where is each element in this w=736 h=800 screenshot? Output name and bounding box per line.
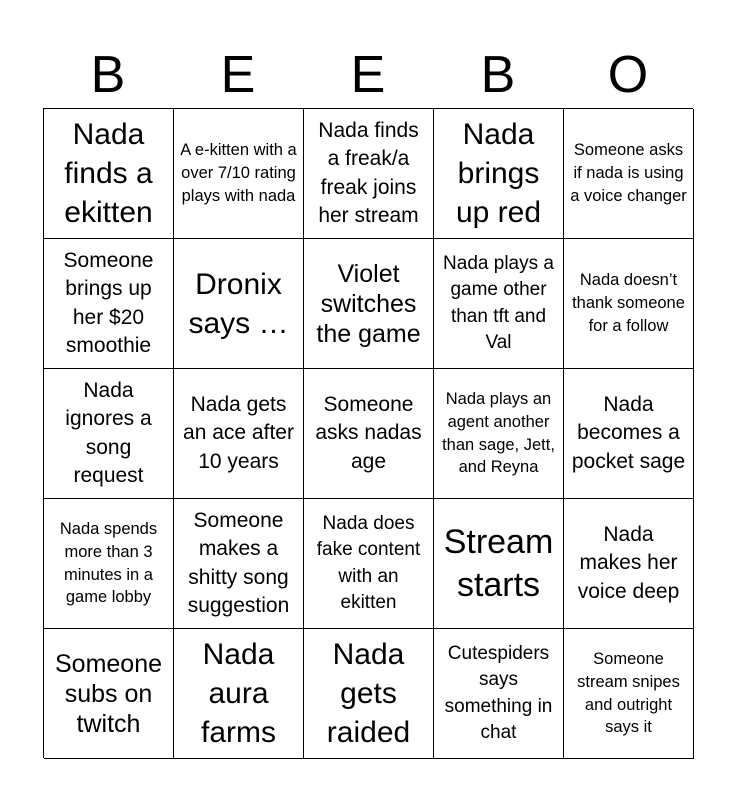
bingo-cell[interactable]: Someone asks nadas age bbox=[304, 369, 434, 499]
header-letter-b: B bbox=[90, 46, 126, 104]
header-letter-o: O bbox=[607, 46, 649, 104]
bingo-cell[interactable]: Nada ignores a song request bbox=[44, 369, 174, 499]
bingo-cell[interactable]: Nada finds a freak/a freak joins her stream bbox=[304, 109, 434, 239]
bingo-cell[interactable]: Nada does fake content with an ekitten bbox=[304, 499, 434, 629]
bingo-cell[interactable]: Cutespiders says something in chat bbox=[434, 629, 564, 759]
bingo-cell[interactable]: Nada doesn’t thank someone for a follow bbox=[564, 239, 694, 369]
bingo-cell[interactable]: Nada becomes a pocket sage bbox=[564, 369, 694, 499]
bingo-cell[interactable]: Someone subs on twitch bbox=[44, 629, 174, 759]
bingo-cell[interactable]: Nada aura farms bbox=[174, 629, 304, 759]
bingo-cell[interactable]: Stream starts bbox=[434, 499, 564, 629]
header-letter-b-2: B bbox=[480, 46, 516, 104]
bingo-cell[interactable]: A e-kitten with a over 7/10 rating plays with nada bbox=[174, 109, 304, 239]
bingo-cell[interactable]: Someone makes a shitty song suggestion bbox=[174, 499, 304, 629]
bingo-cell[interactable]: Nada finds a ekitten bbox=[44, 109, 174, 239]
bingo-board bbox=[43, 108, 693, 758]
bingo-cell[interactable]: Nada plays a game other than tft and Val bbox=[434, 239, 564, 369]
bingo-cell[interactable]: Nada plays an agent another than sage, Jett, and Reyna bbox=[434, 369, 564, 499]
bingo-cell[interactable]: Violet switches the game bbox=[304, 239, 434, 369]
bingo-cell[interactable]: Dronix says … bbox=[174, 239, 304, 369]
bingo-cell[interactable]: Someone asks if nada is using a voice changer bbox=[564, 109, 694, 239]
bingo-header bbox=[43, 42, 693, 108]
bingo-cell[interactable]: Nada brings up red bbox=[434, 109, 564, 239]
bingo-cell[interactable]: Someone brings up her $20 smoothie bbox=[44, 239, 174, 369]
bingo-cell[interactable]: Nada gets raided bbox=[304, 629, 434, 759]
bingo-cell[interactable]: Nada spends more than 3 minutes in a game lobby bbox=[44, 499, 174, 629]
bingo-cell[interactable]: Nada gets an ace after 10 years bbox=[174, 369, 304, 499]
header-letter-e: E bbox=[220, 46, 256, 104]
bingo-cell[interactable]: Nada makes her voice deep bbox=[564, 499, 694, 629]
bingo-cell[interactable]: Someone stream snipes and outright says it bbox=[564, 629, 694, 759]
header-letter-e-2: E bbox=[350, 46, 386, 104]
